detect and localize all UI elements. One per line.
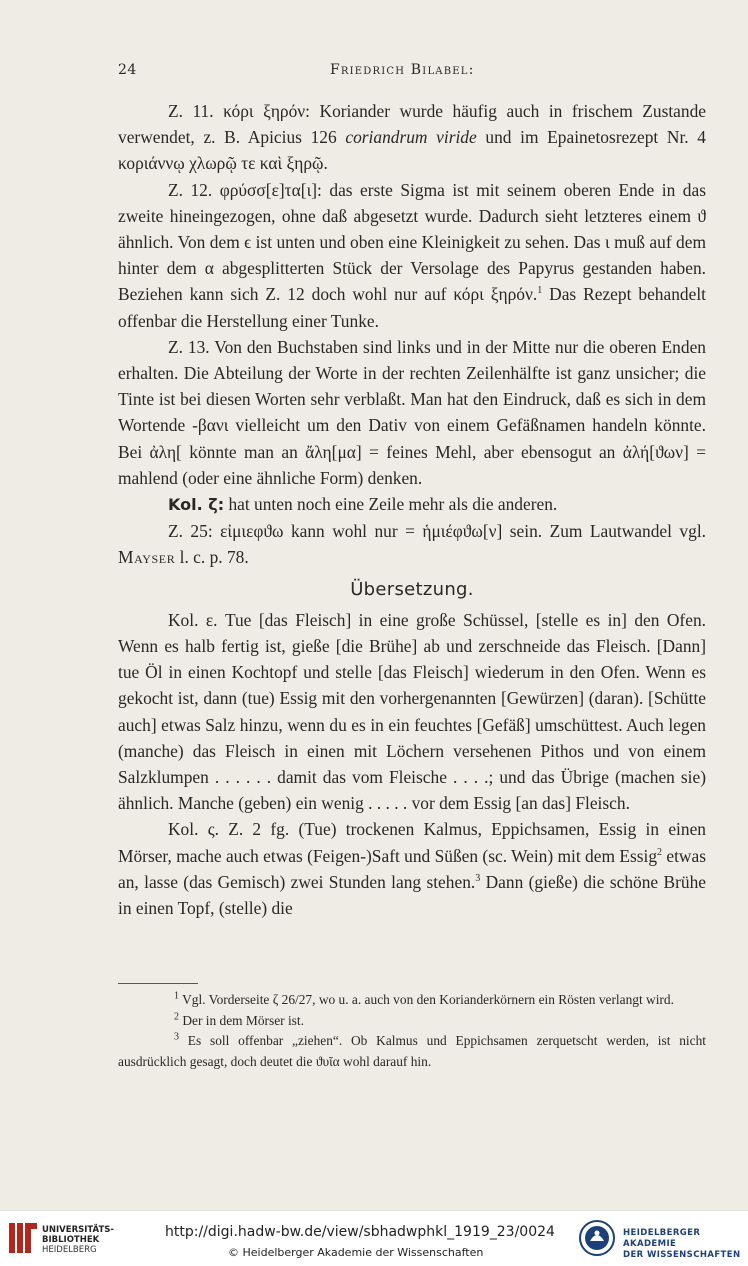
section-title: Übersetzung. xyxy=(350,578,474,600)
kol-label: Kol. ζ: xyxy=(168,495,225,515)
paragraph-translation-kol-s: Kol. ς. Z. 2 fg. (Tue) trockenen Kalmus, Eppichsamen, Essig in einen Mörser, mache auch etwas (Feigen-)Saft und Süßen (sc. Wein) mit dem Essig$^2$ etwas an, lasse (das Gemisch) zwei Stunden lang stehen.$^3$ Dann (gieße) die schöne Brühe in einen Topf, (stelle) die xyxy=(118,819,706,919)
copyright-notice: © Heidelberger Akademie der Wissenschaften xyxy=(228,1246,484,1259)
university-library-logo-icon[interactable] xyxy=(8,1221,38,1255)
viewer-footer xyxy=(0,1210,748,1266)
main-text xyxy=(118,98,706,921)
footnote-divider xyxy=(118,983,198,984)
academy-seal-icon[interactable] xyxy=(578,1219,616,1257)
paragraph-z13: Z. 13. Von den Buchstaben sind links und in der Mitte nur die oberen Enden erhalten. Die Abteilung der Worte in der rechten Zeilenhälfte ist ganz unsicher; die Tinte ist bei diesen Worten sehr verblaßt. Man hat den Eindruck, daß es sich in dem Wortende -βανι vielleicht um den Dativ von einem Gefäßnamen handeln könnte. Bei ἀλη[ könnte man an ἄλη[μα] = feines Mehl, aber ebensogut an ἀλή[ϑων] = mahlend (oder eine ähnliche Form) denken. xyxy=(118,336,706,488)
paragraph-translation-kol-e: Kol. ε. Tue [das Fleisch] in eine große Schüssel, [stelle es in] den Ofen. Wenn es halb fertig ist, gieße [die Brühe] ab und zerschneide das Fleisch. [Dann] tue Öl in einen Kochtopf und stelle [das Fleisch] wiederum in den Ofen. Wenn es gekocht ist, dann (tue) Essig mit den vorhergenannten [Gewürzen] (daran). [Schütte auch] etwas Salz hinzu, wenn du es in ein feuchtes [Gefäß] umschüttest. Auch legen (manche) das Fleisch in einen mit Löchern versehenen Pithos und von einem Salzklumpen . . . . . . damit das vom Fleische . . . .; und das Übrige (machen sie) ähnlich. Manche (geben) ein wenig . . . . . vor dem Essig [an das] Fleisch. xyxy=(118,609,706,814)
footnote-ref-1[interactable]: 1 xyxy=(537,285,543,297)
running-title: Friedrich Bilabel: xyxy=(330,62,475,78)
footnote-ref-2[interactable]: 2 xyxy=(657,846,663,858)
academy-name: HEIDELBERGER AKADEMIE DER WISSENSCHAFTEN xyxy=(623,1228,741,1260)
footnote-2: $^2$ Der in dem Mörser ist. xyxy=(174,1011,304,1028)
permalink-url[interactable]: http://digi.hadw-bw.de/view/sbhadwphkl_1919_23/0024 xyxy=(165,1224,555,1240)
footnote-3: $^3$ Es soll offenbar „ziehen“. Ob Kalmus und Eppichsamen zerquetscht werden, ist nicht ausdrücklich gesagt, doch deutet die ϑυῖα wohl darauf hin. xyxy=(118,1031,706,1069)
footnote-1: $^1$ Vgl. Vorderseite ζ 26/27, wo u. a. auch von den Korianderkörnern ein Rösten verlangt wird. xyxy=(174,990,674,1007)
paragraph-z25: Z. 25: εἰμιεφϑω kann wohl nur = ἡμιέφϑω[ν] sein. Zum Lautwandel vgl. Mayser l. c. p. 78. xyxy=(118,521,706,568)
author-name: Mayser xyxy=(118,547,176,568)
page-number: 24 xyxy=(118,62,137,78)
paragraph-z11: Z. 11. κόρι ξηρόν: Koriander wurde häufig auch in frischem Zustande verwendet, z. B. Apicius 126 coriandrum viride und im Epainetosrezept Nr. 4 κοριάννῳ χλωρῷ τε καὶ ξηρῷ. xyxy=(118,101,706,174)
footnote-ref-3[interactable]: 3 xyxy=(475,873,481,885)
paragraph-z12: Z. 12. φρύσσ[ε]τα[ι]: das erste Sigma ist mit seinem oberen Ende in das zweite hineingezogen, ohne daß abgesetzt wurde. Dadurch sieht letzteres einem ϑ ähnlich. Von dem ϵ ist unten und oben eine Kleinigkeit zu sehen. Das ι muß auf dem hinter dem α abgesplitterten Stück der Versolage des Papyrus gestanden haben. Beziehen kann sich Z. 12 doch wohl nur auf κόρι ξηρόν.$^1$ Das Rezept behandelt offenbar die Herstellung einer Tunke. xyxy=(118,179,706,331)
latin-quote: coriandrum viride xyxy=(345,127,477,148)
paragraph-kol-zeta: Kol. ζ: hat unten noch eine Zeile mehr als die anderen. xyxy=(168,494,558,515)
footnotes xyxy=(118,990,706,1072)
university-library-name: UNIVERSITÄTS- BIBLIOTHEK HEIDELBERG xyxy=(42,1225,114,1255)
